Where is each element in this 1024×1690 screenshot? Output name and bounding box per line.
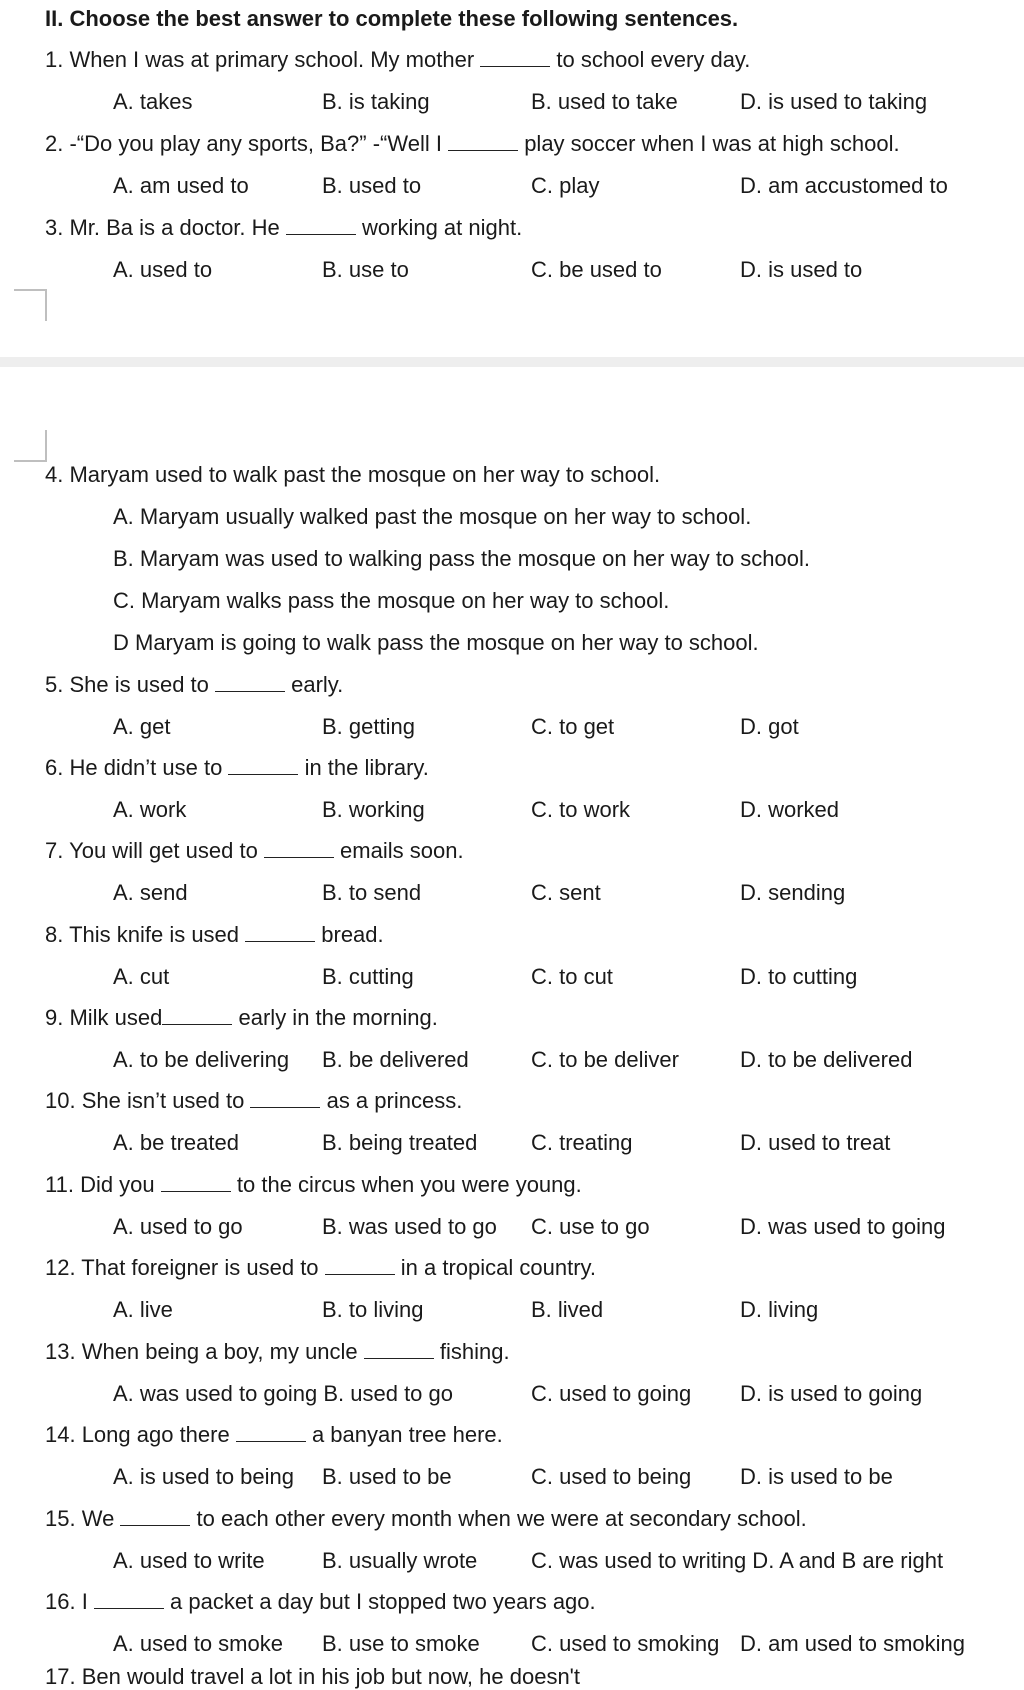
question-17-partial: 17. Ben would travel a lot in his job but now, he doesn't <box>45 1664 580 1689</box>
option-d: D Maryam is going to walk pass the mosque on her way to school. <box>113 630 759 655</box>
option-d: D. am used to smoking <box>740 1631 965 1656</box>
question-10: 10. She isn’t used to as a princess. <box>45 1088 463 1113</box>
question-16: 16. I a packet a day but I stopped two years ago. <box>45 1589 596 1614</box>
option-d: D. to be delivered <box>740 1047 913 1072</box>
option-b: B. Maryam was used to walking pass the mosque on her way to school. <box>113 546 811 571</box>
question-14: 14. Long ago there a banyan tree here. <box>45 1422 503 1447</box>
question-11: 11. Did you to the circus when you were young. <box>45 1172 582 1197</box>
option-b: B. getting <box>322 714 415 739</box>
question-13: 13. When being a boy, my uncle fishing. <box>45 1339 510 1364</box>
option-b: B. used to be <box>322 1464 452 1489</box>
option-a-b: A. was used to going B. used to go <box>113 1381 454 1406</box>
option-c: C. play <box>531 173 600 198</box>
question-9: 9. Milk used early in the morning. <box>45 1005 438 1030</box>
option-b: B. working <box>322 797 425 822</box>
option-c: C. be used to <box>531 257 662 282</box>
answer-blank <box>236 1425 306 1442</box>
option-a: A. used to <box>113 257 213 282</box>
option-c: C. used to going <box>531 1381 692 1406</box>
option-c: C. to cut <box>531 964 613 989</box>
option-d: D. worked <box>740 797 840 822</box>
option-d: D. used to treat <box>740 1130 891 1155</box>
option-a: A. am used to <box>113 173 249 198</box>
option-d: D. got <box>740 714 799 739</box>
option-c: C. to be deliver <box>531 1047 679 1072</box>
option-b: B. being treated <box>322 1130 478 1155</box>
answer-blank <box>364 1342 434 1359</box>
answer-blank <box>250 1091 320 1108</box>
crop-mark-bottom <box>14 430 47 462</box>
answer-blank <box>480 50 550 67</box>
option-a: A. send <box>113 880 188 905</box>
option-c: B. lived <box>531 1297 604 1322</box>
option-a: A. be treated <box>113 1130 239 1155</box>
option-a: A. get <box>113 714 171 739</box>
option-d: D. to cutting <box>740 964 858 989</box>
question-1: 1. When I was at primary school. My mother to school every day. <box>45 47 751 72</box>
answer-blank <box>215 675 285 692</box>
option-a: A. live <box>113 1297 173 1322</box>
question-15: 15. We to each other every month when we were at secondary school. <box>45 1506 807 1531</box>
answer-blank <box>448 134 518 151</box>
option-c: C. to work <box>531 797 631 822</box>
option-a: A. takes <box>113 89 193 114</box>
option-c: C. used to being <box>531 1464 692 1489</box>
option-a: A. Maryam usually walked past the mosque on her way to school. <box>113 504 752 529</box>
option-d: D. sending <box>740 880 846 905</box>
option-d: D. is used to <box>740 257 863 282</box>
option-c: C. treating <box>531 1130 633 1155</box>
option-a: A. work <box>113 797 187 822</box>
option-a: A. used to smoke <box>113 1631 283 1656</box>
option-b: B. is taking <box>322 89 430 114</box>
option-a: A. used to go <box>113 1214 243 1239</box>
option-c-d: C. was used to writing D. A and B are right <box>531 1548 944 1573</box>
question-8: 8. This knife is used bread. <box>45 922 384 947</box>
option-b: B. was used to go <box>322 1214 497 1239</box>
question-7: 7. You will get used to emails soon. <box>45 838 464 863</box>
option-d: D. is used to taking <box>740 89 928 114</box>
option-c: B. used to take <box>531 89 678 114</box>
option-b: B. be delivered <box>322 1047 469 1072</box>
question-12: 12. That foreigner is used to in a tropical country. <box>45 1255 597 1280</box>
option-d: D. living <box>740 1297 819 1322</box>
answer-blank <box>228 758 298 775</box>
page-break-divider <box>0 357 1024 367</box>
answer-blank <box>94 1592 164 1609</box>
option-b: B. use to <box>322 257 409 282</box>
option-d: D. was used to going <box>740 1214 946 1239</box>
question-2: 2. -“Do you play any sports, Ba?” -“Well I play soccer when I was at high school. <box>45 131 900 156</box>
option-b: B. to living <box>322 1297 424 1322</box>
option-b: B. cutting <box>322 964 414 989</box>
option-a: A. cut <box>113 964 170 989</box>
option-c: C. used to smoking <box>531 1631 720 1656</box>
question-4: 4. Maryam used to walk past the mosque on her way to school. <box>45 462 661 487</box>
answer-blank <box>120 1509 190 1526</box>
option-c: C. Maryam walks pass the mosque on her way to school. <box>113 588 670 613</box>
option-b: B. usually wrote <box>322 1548 478 1573</box>
option-d: D. is used to going <box>740 1381 923 1406</box>
option-b: B. to send <box>322 880 422 905</box>
option-a: A. used to write <box>113 1548 265 1573</box>
question-5: 5. She is used to early. <box>45 672 344 697</box>
option-d: D. is used to be <box>740 1464 893 1489</box>
option-c: C. sent <box>531 880 601 905</box>
answer-blank <box>245 925 315 942</box>
option-c: C. use to go <box>531 1214 650 1239</box>
option-a: A. to be delivering <box>113 1047 290 1072</box>
answer-blank <box>161 1175 231 1192</box>
answer-blank <box>286 218 356 235</box>
crop-mark-top <box>14 289 47 321</box>
question-3: 3. Mr. Ba is a doctor. He working at night. <box>45 215 523 240</box>
answer-blank <box>162 1008 232 1025</box>
answer-blank <box>264 841 334 858</box>
question-6: 6. He didn’t use to in the library. <box>45 755 429 780</box>
option-a: A. is used to being <box>113 1464 295 1489</box>
section-heading: II. Choose the best answer to complete these following sentences. <box>45 6 739 31</box>
option-b: B. used to <box>322 173 422 198</box>
option-b: B. use to smoke <box>322 1631 480 1656</box>
option-c: C. to get <box>531 714 615 739</box>
option-d: D. am accustomed to <box>740 173 948 198</box>
answer-blank <box>325 1258 395 1275</box>
